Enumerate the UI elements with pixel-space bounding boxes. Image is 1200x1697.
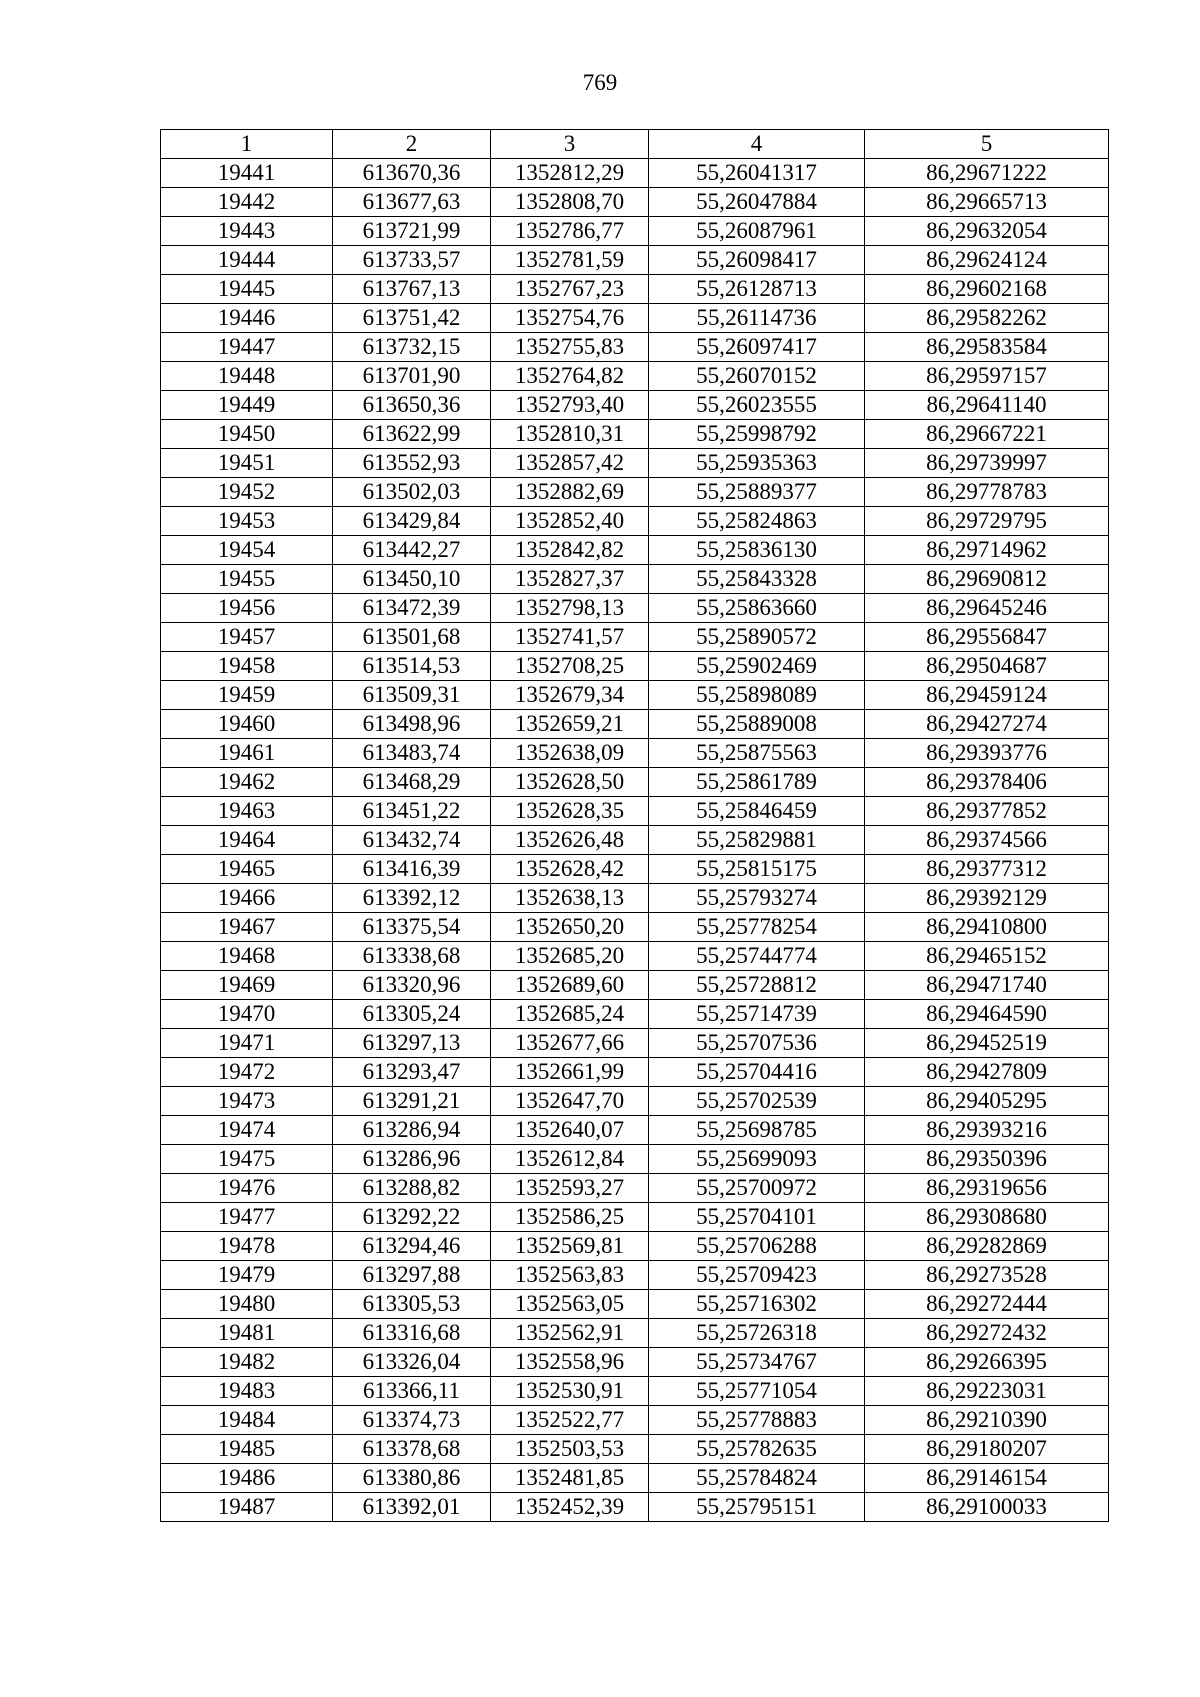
page-number: 769 xyxy=(582,70,618,95)
table-cell-col-1: 19460 xyxy=(161,710,333,739)
table-cell-col-4: 55,25843328 xyxy=(649,565,865,594)
table-cell-col-5: 86,29393776 xyxy=(865,739,1109,768)
table-cell-col-1: 19441 xyxy=(161,159,333,188)
table-row xyxy=(161,1319,1109,1348)
table-row xyxy=(161,246,1109,275)
table-cell-col-2: 613501,68 xyxy=(333,623,491,652)
table-cell-col-2: 613288,82 xyxy=(333,1174,491,1203)
table-row xyxy=(161,594,1109,623)
table-cell-col-5: 86,29180207 xyxy=(865,1435,1109,1464)
table-cell-col-5: 86,29410800 xyxy=(865,913,1109,942)
table-cell-col-1: 19483 xyxy=(161,1377,333,1406)
table-cell-col-2: 613374,73 xyxy=(333,1406,491,1435)
table-cell-col-5: 86,29100033 xyxy=(865,1493,1109,1522)
table-cell-col-5: 86,29452519 xyxy=(865,1029,1109,1058)
table-cell-col-3: 1352798,13 xyxy=(491,594,649,623)
table-cell-col-2: 613286,96 xyxy=(333,1145,491,1174)
table-cell-col-5: 86,29597157 xyxy=(865,362,1109,391)
table-cell-col-5: 86,29665713 xyxy=(865,188,1109,217)
table-cell-col-5: 86,29393216 xyxy=(865,1116,1109,1145)
table-cell-col-4: 55,25902469 xyxy=(649,652,865,681)
table-cell-col-4: 55,25771054 xyxy=(649,1377,865,1406)
table-cell-col-3: 1352689,60 xyxy=(491,971,649,1000)
table-cell-col-1: 19458 xyxy=(161,652,333,681)
table-row xyxy=(161,420,1109,449)
table-cell-col-4: 55,25890572 xyxy=(649,623,865,652)
table-cell-col-2: 613483,74 xyxy=(333,739,491,768)
header-cell-col-2: 2 xyxy=(333,130,491,159)
table-cell-col-5: 86,29459124 xyxy=(865,681,1109,710)
table-cell-col-3: 1352852,40 xyxy=(491,507,649,536)
table-cell-col-1: 19461 xyxy=(161,739,333,768)
table-cell-col-2: 613366,11 xyxy=(333,1377,491,1406)
table-cell-col-1: 19443 xyxy=(161,217,333,246)
table-cell-col-2: 613450,10 xyxy=(333,565,491,594)
table-cell-col-1: 19448 xyxy=(161,362,333,391)
table-cell-col-4: 55,25861789 xyxy=(649,768,865,797)
table-cell-col-1: 19446 xyxy=(161,304,333,333)
table-cell-col-2: 613650,36 xyxy=(333,391,491,420)
table-cell-col-2: 613305,53 xyxy=(333,1290,491,1319)
table-row xyxy=(161,942,1109,971)
table-cell-col-4: 55,26097417 xyxy=(649,333,865,362)
table-cell-col-5: 86,29377852 xyxy=(865,797,1109,826)
table-row xyxy=(161,507,1109,536)
table-cell-col-3: 1352522,77 xyxy=(491,1406,649,1435)
table-cell-col-4: 55,25829881 xyxy=(649,826,865,855)
table-cell-col-4: 55,25889008 xyxy=(649,710,865,739)
table-cell-col-1: 19485 xyxy=(161,1435,333,1464)
table-cell-col-2: 613552,93 xyxy=(333,449,491,478)
table-cell-col-4: 55,25815175 xyxy=(649,855,865,884)
table-cell-col-3: 1352808,70 xyxy=(491,188,649,217)
table-cell-col-5: 86,29272444 xyxy=(865,1290,1109,1319)
table-cell-col-1: 19484 xyxy=(161,1406,333,1435)
table-cell-col-2: 613294,46 xyxy=(333,1232,491,1261)
table-cell-col-1: 19449 xyxy=(161,391,333,420)
table-row xyxy=(161,739,1109,768)
table-row xyxy=(161,1232,1109,1261)
coordinates-table xyxy=(160,129,1109,1522)
table-cell-col-1: 19481 xyxy=(161,1319,333,1348)
table-cell-col-3: 1352741,57 xyxy=(491,623,649,652)
table-cell-col-3: 1352612,84 xyxy=(491,1145,649,1174)
table-cell-col-3: 1352842,82 xyxy=(491,536,649,565)
table-cell-col-5: 86,29378406 xyxy=(865,768,1109,797)
table-row xyxy=(161,1203,1109,1232)
table-cell-col-2: 613297,88 xyxy=(333,1261,491,1290)
table-row xyxy=(161,826,1109,855)
table-cell-col-4: 55,25734767 xyxy=(649,1348,865,1377)
table-cell-col-3: 1352810,31 xyxy=(491,420,649,449)
table-cell-col-5: 86,29405295 xyxy=(865,1087,1109,1116)
table-cell-col-3: 1352857,42 xyxy=(491,449,649,478)
table-cell-col-3: 1352593,27 xyxy=(491,1174,649,1203)
table-cell-col-5: 86,29667221 xyxy=(865,420,1109,449)
table-cell-col-3: 1352628,35 xyxy=(491,797,649,826)
table-cell-col-4: 55,25782635 xyxy=(649,1435,865,1464)
table-cell-col-5: 86,29671222 xyxy=(865,159,1109,188)
table-cell-col-1: 19477 xyxy=(161,1203,333,1232)
table-row xyxy=(161,1348,1109,1377)
table-cell-col-4: 55,25998792 xyxy=(649,420,865,449)
table-row xyxy=(161,565,1109,594)
table-cell-col-5: 86,29714962 xyxy=(865,536,1109,565)
table-cell-col-2: 613733,57 xyxy=(333,246,491,275)
table-row xyxy=(161,1000,1109,1029)
table-cell-col-1: 19455 xyxy=(161,565,333,594)
table-cell-col-2: 613767,13 xyxy=(333,275,491,304)
table-cell-col-3: 1352781,59 xyxy=(491,246,649,275)
table-cell-col-4: 55,25793274 xyxy=(649,884,865,913)
table-cell-col-3: 1352563,83 xyxy=(491,1261,649,1290)
table-cell-col-2: 613432,74 xyxy=(333,826,491,855)
table-row xyxy=(161,1261,1109,1290)
table-cell-col-2: 613380,86 xyxy=(333,1464,491,1493)
table-cell-col-4: 55,25714739 xyxy=(649,1000,865,1029)
table-cell-col-1: 19486 xyxy=(161,1464,333,1493)
table-cell-col-3: 1352650,20 xyxy=(491,913,649,942)
table-row xyxy=(161,1116,1109,1145)
table-cell-col-5: 86,29556847 xyxy=(865,623,1109,652)
table-cell-col-2: 613286,94 xyxy=(333,1116,491,1145)
table-cell-col-5: 86,29624124 xyxy=(865,246,1109,275)
table-cell-col-3: 1352685,20 xyxy=(491,942,649,971)
table-cell-col-2: 613392,12 xyxy=(333,884,491,913)
table-cell-col-1: 19462 xyxy=(161,768,333,797)
table-cell-col-3: 1352659,21 xyxy=(491,710,649,739)
header-row xyxy=(161,130,1109,159)
table-cell-col-4: 55,25778883 xyxy=(649,1406,865,1435)
table-cell-col-4: 55,26087961 xyxy=(649,217,865,246)
table-cell-col-2: 613316,68 xyxy=(333,1319,491,1348)
table-row xyxy=(161,1406,1109,1435)
table-cell-col-4: 55,25709423 xyxy=(649,1261,865,1290)
table-row xyxy=(161,188,1109,217)
table-cell-col-2: 613392,01 xyxy=(333,1493,491,1522)
table-cell-col-3: 1352685,24 xyxy=(491,1000,649,1029)
table-cell-col-2: 613292,22 xyxy=(333,1203,491,1232)
table-row xyxy=(161,1493,1109,1522)
table-cell-col-4: 55,25716302 xyxy=(649,1290,865,1319)
table-row xyxy=(161,710,1109,739)
table-cell-col-3: 1352764,82 xyxy=(491,362,649,391)
table-cell-col-5: 86,29645246 xyxy=(865,594,1109,623)
table-row xyxy=(161,1029,1109,1058)
table-cell-col-5: 86,29778783 xyxy=(865,478,1109,507)
table-cell-col-3: 1352638,09 xyxy=(491,739,649,768)
table-cell-col-3: 1352562,91 xyxy=(491,1319,649,1348)
table-cell-col-5: 86,29583584 xyxy=(865,333,1109,362)
table-cell-col-3: 1352767,23 xyxy=(491,275,649,304)
table-cell-col-4: 55,25784824 xyxy=(649,1464,865,1493)
table-cell-col-5: 86,29471740 xyxy=(865,971,1109,1000)
table-row xyxy=(161,1174,1109,1203)
table-cell-col-2: 613451,22 xyxy=(333,797,491,826)
table-cell-col-2: 613291,21 xyxy=(333,1087,491,1116)
table-cell-col-1: 19452 xyxy=(161,478,333,507)
table-cell-col-3: 1352679,34 xyxy=(491,681,649,710)
table-cell-col-1: 19482 xyxy=(161,1348,333,1377)
table-cell-col-3: 1352586,25 xyxy=(491,1203,649,1232)
table-cell-col-5: 86,29641140 xyxy=(865,391,1109,420)
table-cell-col-2: 613677,63 xyxy=(333,188,491,217)
table-cell-col-3: 1352628,50 xyxy=(491,768,649,797)
table-row xyxy=(161,304,1109,333)
table-body xyxy=(161,159,1109,1522)
table-row xyxy=(161,1145,1109,1174)
table-cell-col-5: 86,29392129 xyxy=(865,884,1109,913)
table-cell-col-2: 613416,39 xyxy=(333,855,491,884)
table-cell-col-1: 19457 xyxy=(161,623,333,652)
table-cell-col-5: 86,29319656 xyxy=(865,1174,1109,1203)
table-header xyxy=(161,130,1109,159)
table-cell-col-3: 1352793,40 xyxy=(491,391,649,420)
table-cell-col-2: 613732,15 xyxy=(333,333,491,362)
table-row xyxy=(161,391,1109,420)
table-cell-col-2: 613326,04 xyxy=(333,1348,491,1377)
table-cell-col-4: 55,25898089 xyxy=(649,681,865,710)
table-row xyxy=(161,1087,1109,1116)
table-cell-col-3: 1352677,66 xyxy=(491,1029,649,1058)
table-cell-col-4: 55,25824863 xyxy=(649,507,865,536)
table-cell-col-3: 1352647,70 xyxy=(491,1087,649,1116)
table-cell-col-4: 55,25863660 xyxy=(649,594,865,623)
table-cell-col-5: 86,29739997 xyxy=(865,449,1109,478)
table-row xyxy=(161,217,1109,246)
table-cell-col-2: 613375,54 xyxy=(333,913,491,942)
table-cell-col-3: 1352640,07 xyxy=(491,1116,649,1145)
table-cell-col-5: 86,29729795 xyxy=(865,507,1109,536)
table-cell-col-1: 19487 xyxy=(161,1493,333,1522)
table-cell-col-1: 19459 xyxy=(161,681,333,710)
table-cell-col-3: 1352503,53 xyxy=(491,1435,649,1464)
table-cell-col-4: 55,25726318 xyxy=(649,1319,865,1348)
table-row xyxy=(161,1435,1109,1464)
table-row xyxy=(161,681,1109,710)
header-cell-col-4: 4 xyxy=(649,130,865,159)
table-cell-col-5: 86,29427809 xyxy=(865,1058,1109,1087)
table-cell-col-4: 55,25935363 xyxy=(649,449,865,478)
table-cell-col-5: 86,29282869 xyxy=(865,1232,1109,1261)
table-cell-col-2: 613305,24 xyxy=(333,1000,491,1029)
table-cell-col-1: 19470 xyxy=(161,1000,333,1029)
table-cell-col-5: 86,29602168 xyxy=(865,275,1109,304)
table-cell-col-1: 19466 xyxy=(161,884,333,913)
header-cell-col-5: 5 xyxy=(865,130,1109,159)
table-cell-col-5: 86,29210390 xyxy=(865,1406,1109,1435)
table-cell-col-1: 19474 xyxy=(161,1116,333,1145)
table-cell-col-2: 613297,13 xyxy=(333,1029,491,1058)
table-cell-col-2: 613509,31 xyxy=(333,681,491,710)
table-cell-col-4: 55,25704416 xyxy=(649,1058,865,1087)
table-cell-col-2: 613622,99 xyxy=(333,420,491,449)
table-cell-col-1: 19456 xyxy=(161,594,333,623)
table-cell-col-4: 55,25702539 xyxy=(649,1087,865,1116)
table-cell-col-1: 19478 xyxy=(161,1232,333,1261)
table-cell-col-1: 19447 xyxy=(161,333,333,362)
table-cell-col-3: 1352563,05 xyxy=(491,1290,649,1319)
table-row xyxy=(161,478,1109,507)
table-row xyxy=(161,159,1109,188)
table-cell-col-5: 86,29582262 xyxy=(865,304,1109,333)
table-cell-col-5: 86,29350396 xyxy=(865,1145,1109,1174)
table-cell-col-1: 19475 xyxy=(161,1145,333,1174)
table-cell-col-3: 1352661,99 xyxy=(491,1058,649,1087)
table-cell-col-4: 55,25889377 xyxy=(649,478,865,507)
table-cell-col-2: 613498,96 xyxy=(333,710,491,739)
table-cell-col-2: 613293,47 xyxy=(333,1058,491,1087)
table-cell-col-2: 613701,90 xyxy=(333,362,491,391)
table-cell-col-4: 55,26041317 xyxy=(649,159,865,188)
table-cell-col-1: 19454 xyxy=(161,536,333,565)
table-cell-col-3: 1352530,91 xyxy=(491,1377,649,1406)
table-cell-col-3: 1352481,85 xyxy=(491,1464,649,1493)
table-row xyxy=(161,449,1109,478)
table-cell-col-3: 1352638,13 xyxy=(491,884,649,913)
table-cell-col-4: 55,25704101 xyxy=(649,1203,865,1232)
table-row xyxy=(161,884,1109,913)
table-cell-col-4: 55,25728812 xyxy=(649,971,865,1000)
table-cell-col-4: 55,26114736 xyxy=(649,304,865,333)
table-row xyxy=(161,768,1109,797)
table-row xyxy=(161,1290,1109,1319)
table-cell-col-4: 55,25778254 xyxy=(649,913,865,942)
table-cell-col-1: 19476 xyxy=(161,1174,333,1203)
table-cell-col-5: 86,29427274 xyxy=(865,710,1109,739)
table-cell-col-2: 613751,42 xyxy=(333,304,491,333)
table-row xyxy=(161,855,1109,884)
table-cell-col-2: 613468,29 xyxy=(333,768,491,797)
table-cell-col-4: 55,25846459 xyxy=(649,797,865,826)
table-row xyxy=(161,1377,1109,1406)
table-row xyxy=(161,536,1109,565)
table-cell-col-1: 19469 xyxy=(161,971,333,1000)
table-cell-col-4: 55,25700972 xyxy=(649,1174,865,1203)
table-row xyxy=(161,333,1109,362)
table-row xyxy=(161,1058,1109,1087)
table-cell-col-4: 55,26023555 xyxy=(649,391,865,420)
table-cell-col-1: 19468 xyxy=(161,942,333,971)
table-cell-col-5: 86,29266395 xyxy=(865,1348,1109,1377)
table-cell-col-5: 86,29272432 xyxy=(865,1319,1109,1348)
table-cell-col-4: 55,26070152 xyxy=(649,362,865,391)
table-cell-col-5: 86,29308680 xyxy=(865,1203,1109,1232)
table-cell-col-4: 55,26098417 xyxy=(649,246,865,275)
table-cell-col-4: 55,25698785 xyxy=(649,1116,865,1145)
table-cell-col-2: 613721,99 xyxy=(333,217,491,246)
table-cell-col-3: 1352569,81 xyxy=(491,1232,649,1261)
table-cell-col-1: 19471 xyxy=(161,1029,333,1058)
table-cell-col-5: 86,29146154 xyxy=(865,1464,1109,1493)
table-cell-col-4: 55,25836130 xyxy=(649,536,865,565)
table-cell-col-2: 613502,03 xyxy=(333,478,491,507)
table-cell-col-1: 19479 xyxy=(161,1261,333,1290)
table-row xyxy=(161,275,1109,304)
table-row xyxy=(161,1464,1109,1493)
table-cell-col-1: 19467 xyxy=(161,913,333,942)
table-cell-col-1: 19450 xyxy=(161,420,333,449)
table-cell-col-5: 86,29223031 xyxy=(865,1377,1109,1406)
table-cell-col-2: 613472,39 xyxy=(333,594,491,623)
table-cell-col-2: 613338,68 xyxy=(333,942,491,971)
table-cell-col-2: 613670,36 xyxy=(333,159,491,188)
header-cell-col-3: 3 xyxy=(491,130,649,159)
table-row xyxy=(161,362,1109,391)
table-cell-col-1: 19473 xyxy=(161,1087,333,1116)
table-cell-col-4: 55,25744774 xyxy=(649,942,865,971)
table-cell-col-4: 55,25699093 xyxy=(649,1145,865,1174)
table-cell-col-3: 1352755,83 xyxy=(491,333,649,362)
table-cell-col-3: 1352754,76 xyxy=(491,304,649,333)
table-cell-col-1: 19472 xyxy=(161,1058,333,1087)
table-cell-col-4: 55,25706288 xyxy=(649,1232,865,1261)
table-cell-col-4: 55,25707536 xyxy=(649,1029,865,1058)
table-cell-col-2: 613378,68 xyxy=(333,1435,491,1464)
table-cell-col-3: 1352882,69 xyxy=(491,478,649,507)
table-cell-col-3: 1352827,37 xyxy=(491,565,649,594)
table-cell-col-5: 86,29273528 xyxy=(865,1261,1109,1290)
table-cell-col-2: 613442,27 xyxy=(333,536,491,565)
table-row xyxy=(161,797,1109,826)
table-cell-col-3: 1352628,42 xyxy=(491,855,649,884)
table-row xyxy=(161,623,1109,652)
header-cell-col-1: 1 xyxy=(161,130,333,159)
table-row xyxy=(161,652,1109,681)
table-cell-col-2: 613320,96 xyxy=(333,971,491,1000)
table-cell-col-1: 19464 xyxy=(161,826,333,855)
table-cell-col-5: 86,29374566 xyxy=(865,826,1109,855)
table-cell-col-2: 613514,53 xyxy=(333,652,491,681)
table-cell-col-5: 86,29632054 xyxy=(865,217,1109,246)
table-cell-col-3: 1352812,29 xyxy=(491,159,649,188)
table-cell-col-1: 19451 xyxy=(161,449,333,478)
table-cell-col-3: 1352786,77 xyxy=(491,217,649,246)
table-cell-col-5: 86,29464590 xyxy=(865,1000,1109,1029)
table-cell-col-4: 55,25795151 xyxy=(649,1493,865,1522)
table-cell-col-3: 1352708,25 xyxy=(491,652,649,681)
table-cell-col-5: 86,29690812 xyxy=(865,565,1109,594)
table-cell-col-1: 19442 xyxy=(161,188,333,217)
table-cell-col-4: 55,26047884 xyxy=(649,188,865,217)
table-cell-col-3: 1352626,48 xyxy=(491,826,649,855)
table-cell-col-2: 613429,84 xyxy=(333,507,491,536)
table-cell-col-3: 1352558,96 xyxy=(491,1348,649,1377)
table-cell-col-1: 19463 xyxy=(161,797,333,826)
table-row xyxy=(161,971,1109,1000)
table-cell-col-1: 19444 xyxy=(161,246,333,275)
table-cell-col-1: 19465 xyxy=(161,855,333,884)
table-cell-col-5: 86,29377312 xyxy=(865,855,1109,884)
table-cell-col-4: 55,26128713 xyxy=(649,275,865,304)
table-cell-col-1: 19453 xyxy=(161,507,333,536)
table-cell-col-1: 19445 xyxy=(161,275,333,304)
table-cell-col-5: 86,29465152 xyxy=(865,942,1109,971)
table-cell-col-3: 1352452,39 xyxy=(491,1493,649,1522)
table-cell-col-4: 55,25875563 xyxy=(649,739,865,768)
table-row xyxy=(161,913,1109,942)
table-cell-col-1: 19480 xyxy=(161,1290,333,1319)
table-cell-col-5: 86,29504687 xyxy=(865,652,1109,681)
